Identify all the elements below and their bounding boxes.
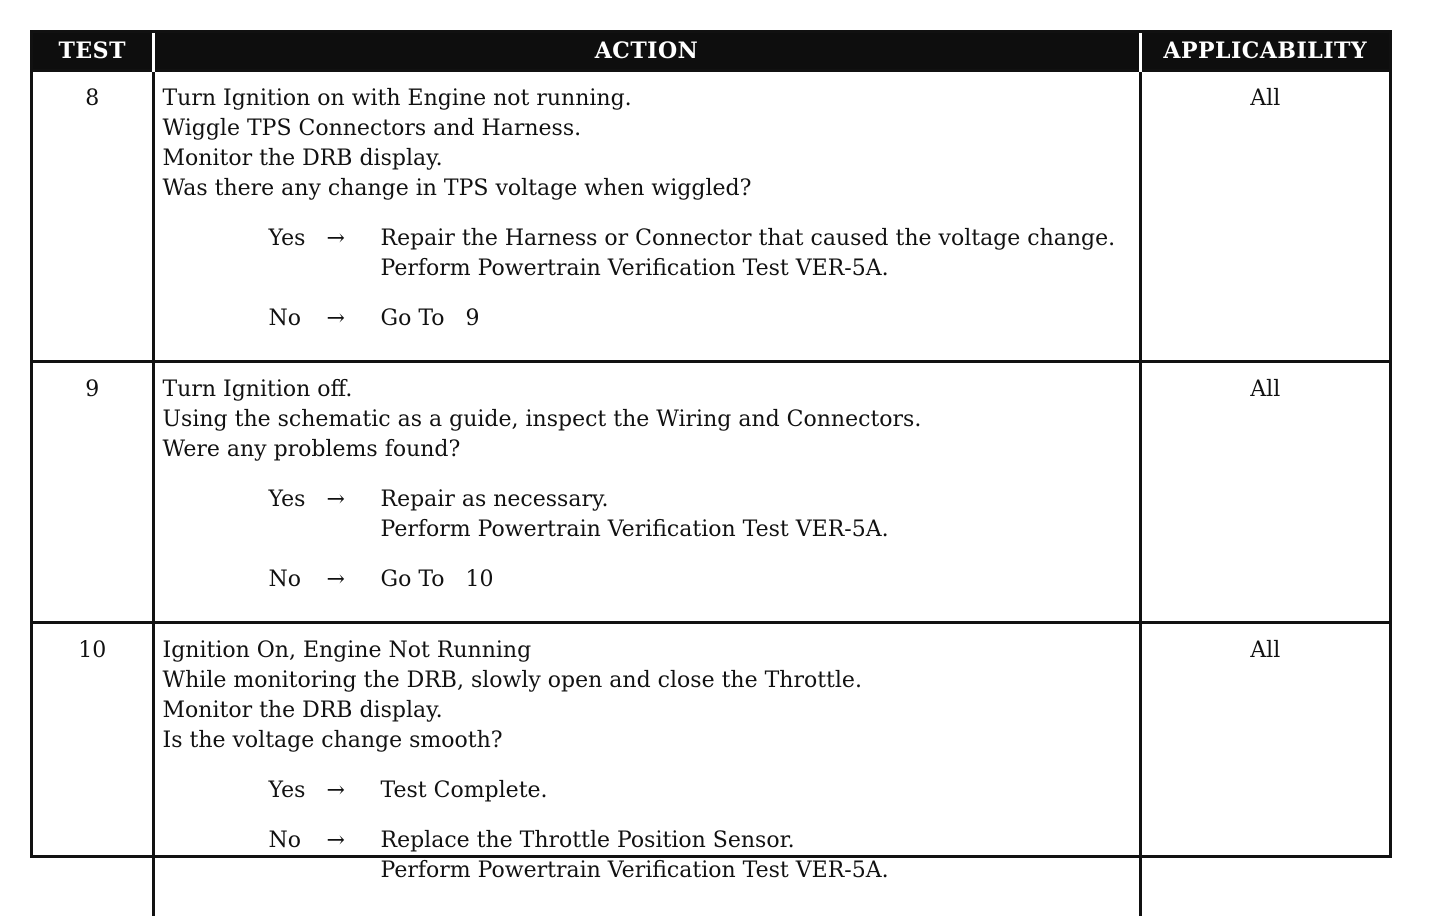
- goto-text: Go To 10: [381, 565, 494, 595]
- yes-outcome: [269, 224, 1131, 284]
- header-action: ACTION: [153, 33, 1140, 71]
- header-applicability: APPLICABILITY: [1140, 33, 1389, 71]
- applicability-cell: All: [1140, 623, 1389, 916]
- test-row: [33, 623, 1389, 916]
- no-label: No: [269, 826, 323, 886]
- action-line: Was there any change in TPS voltage when wiggled?: [163, 174, 1131, 204]
- no-label: No: [269, 565, 323, 595]
- outcome-text: Test Complete.: [381, 776, 548, 806]
- outcome-text: Replace the Throttle Position Sensor.: [381, 826, 889, 856]
- action-line: While monitoring the DRB, slowly open and close the Throttle.: [163, 666, 1131, 696]
- test-number: 8: [33, 71, 153, 362]
- yes-outcome: [269, 485, 1131, 545]
- no-outcome: [269, 304, 1131, 334]
- header-row: [33, 33, 1389, 71]
- action-line: Were any problems found?: [163, 435, 1131, 465]
- test-number: 9: [33, 362, 153, 623]
- right-arrow-icon: →: [323, 776, 381, 806]
- yes-label: Yes: [269, 776, 323, 806]
- yes-label: Yes: [269, 224, 323, 284]
- applicability-cell: All: [1140, 362, 1389, 623]
- action-cell: [153, 71, 1140, 362]
- outcome-text: Repair the Harness or Connector that caused the voltage change.: [381, 224, 1116, 254]
- action-line: Turn Ignition off.: [163, 375, 1131, 405]
- right-arrow-icon: →: [323, 304, 381, 334]
- no-outcome: [269, 826, 1131, 886]
- right-arrow-icon: →: [323, 224, 381, 284]
- right-arrow-icon: →: [323, 565, 381, 595]
- test-row: [33, 71, 1389, 362]
- test-number: 10: [33, 623, 153, 916]
- action-line: Is the voltage change smooth?: [163, 726, 1131, 756]
- no-label: No: [269, 304, 323, 334]
- applicability-cell: All: [1140, 71, 1389, 362]
- header-test: TEST: [33, 33, 153, 71]
- action-cell: [153, 623, 1140, 916]
- goto-text: Go To 9: [381, 304, 480, 334]
- outcome-text: Perform Powertrain Verification Test VER-5A.: [381, 515, 889, 545]
- right-arrow-icon: →: [323, 485, 381, 545]
- right-arrow-icon: →: [323, 826, 381, 886]
- outcome-text: Repair as necessary.: [381, 485, 889, 515]
- yes-label: Yes: [269, 485, 323, 545]
- test-row: [33, 362, 1389, 623]
- action-line: Wiggle TPS Connectors and Harness.: [163, 114, 1131, 144]
- action-line: Ignition On, Engine Not Running: [163, 636, 1131, 666]
- action-line: Monitor the DRB display.: [163, 696, 1131, 726]
- action-line: Turn Ignition on with Engine not running.: [163, 84, 1131, 114]
- diagnostic-table-frame: [30, 30, 1392, 858]
- diagnostic-table: [33, 33, 1389, 916]
- action-line: Monitor the DRB display.: [163, 144, 1131, 174]
- outcome-text: Perform Powertrain Verification Test VER-5A.: [381, 856, 889, 886]
- action-cell: [153, 362, 1140, 623]
- yes-outcome: [269, 776, 1131, 806]
- action-line: Using the schematic as a guide, inspect the Wiring and Connectors.: [163, 405, 1131, 435]
- no-outcome: [269, 565, 1131, 595]
- outcome-text: Perform Powertrain Verification Test VER-5A.: [381, 254, 1116, 284]
